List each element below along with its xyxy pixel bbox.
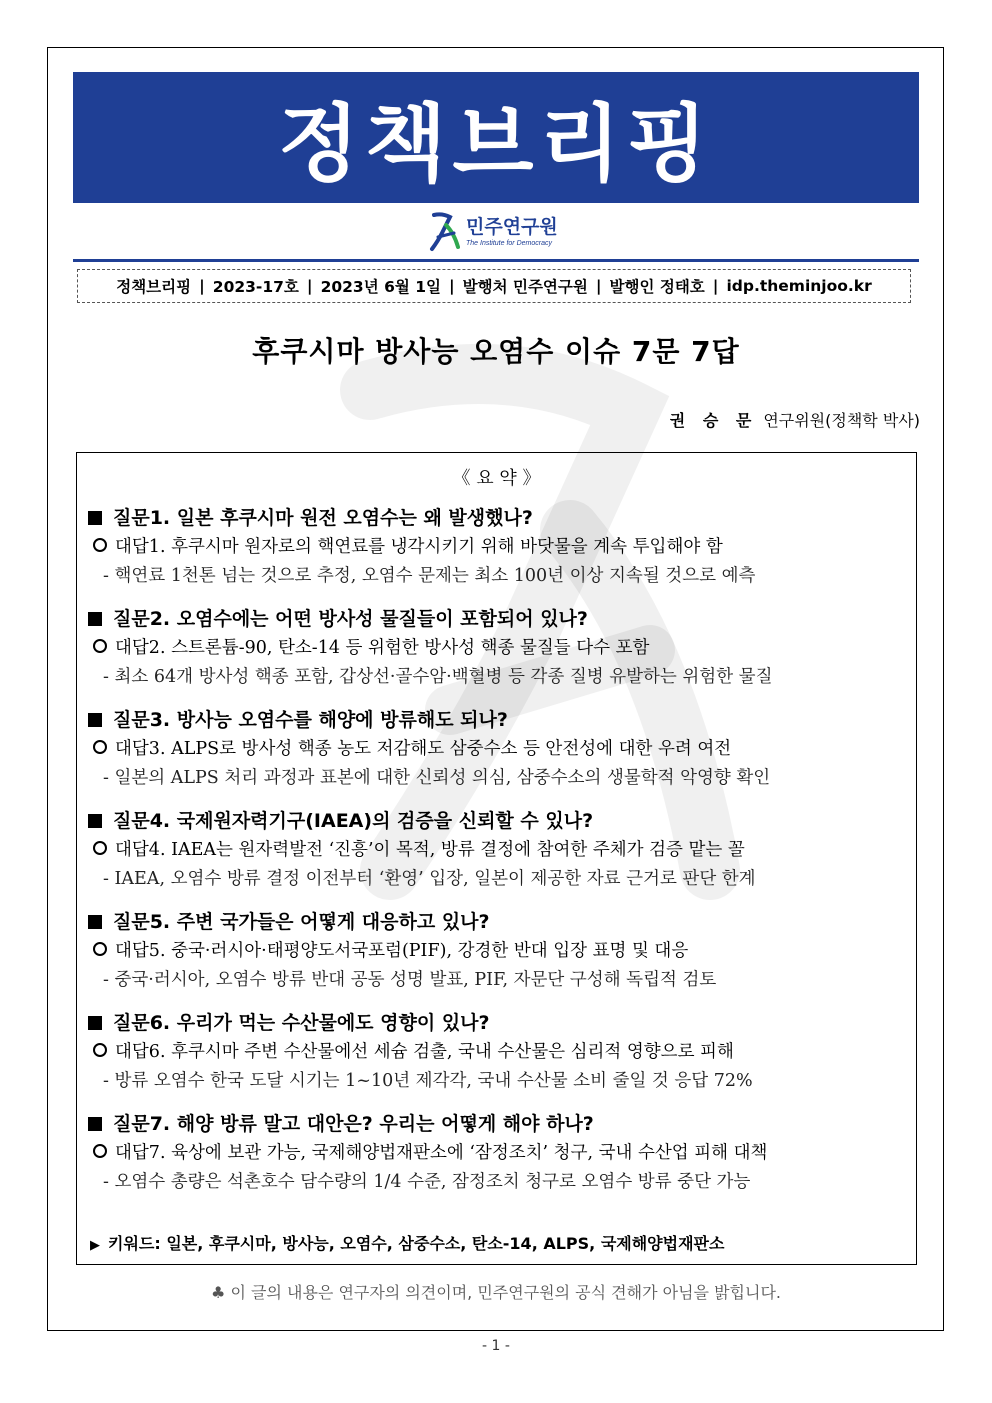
answer (88, 1139, 913, 1168)
question-text: 질문4. 국제원자력기구(IAEA)의 검증을 신뢰할 수 있나? (113, 810, 594, 832)
author-position: 연구위원(정책학 박사) (763, 411, 920, 430)
answer (88, 836, 913, 865)
answer-text: 대답3. ALPS로 방사성 핵종 농도 저감해도 삼중수소 등 안전성에 대한 우려 여전 (115, 739, 732, 759)
question (88, 1008, 913, 1038)
question-text: 질문5. 주변 국가들은 어떻게 대응하고 있나? (113, 911, 490, 933)
document-title: 후쿠시마 방사능 오염수 이슈 7문 7답 (252, 335, 740, 368)
answer-text: 대답1. 후쿠시마 원자로의 핵연료를 냉각시키기 위해 바닷물을 계속 투입해야 함 (115, 537, 723, 557)
qa-item-2 (88, 604, 913, 692)
circle-bullet-icon (93, 538, 107, 552)
answer-detail: - 방류 오염수 한국 도달 시기는 1~10년 제각각, 국내 수산물 소비 줄일 것 응답 72% (103, 1071, 753, 1091)
answer-detail: - IAEA, 오염수 방류 결정 이전부터 ‘환영’ 입장, 일본이 제공한 자료 근거로 판단 한계 (103, 869, 756, 889)
question (88, 604, 913, 634)
meta-issue: 2023-17호 (212, 278, 299, 296)
qa-item-3 (88, 705, 913, 793)
keywords-text: 키워드: 일본, 후쿠시마, 방사능, 오염수, 삼중수소, 탄소-14, ALPS, 국제해양법재판소 (108, 1234, 725, 1253)
circle-bullet-icon (93, 942, 107, 956)
question (88, 806, 913, 836)
qa-item-1 (88, 503, 913, 591)
header-divider (73, 259, 919, 262)
square-bullet-icon (88, 612, 102, 626)
answer-text: 대답7. 육상에 보관 가능, 국제해양법재판소에 ‘잠정조치’ 청구, 국내 수산업 피해 대책 (115, 1143, 768, 1163)
author-name: 권 승 문 (669, 411, 758, 430)
answer (88, 634, 913, 663)
question (88, 1109, 913, 1139)
circle-bullet-icon (93, 639, 107, 653)
meta-editor: 발행인 정태호 (609, 278, 705, 296)
summary-heading: 《 요 약 》 (452, 468, 541, 489)
circle-bullet-icon (93, 1043, 107, 1057)
logo-subtitle: The Institute for Democracy (466, 239, 552, 247)
question (88, 503, 913, 533)
circle-bullet-icon (93, 1144, 107, 1158)
question (88, 907, 913, 937)
answer-detail: - 핵연료 1천톤 넘는 것으로 추정, 오염수 문제는 최소 100년 이상 지속될 것으로 예측 (103, 566, 756, 586)
question-text: 질문3. 방사능 오염수를 해양에 방류해도 되나? (113, 709, 508, 731)
answer-text: 대답2. 스트론튬-90, 탄소-14 등 위험한 방사성 핵종 물질들 다수 포함 (115, 638, 650, 658)
qa-item-4 (88, 806, 913, 894)
question-text: 질문6. 우리가 먹는 수산물에도 영향이 있나? (113, 1012, 490, 1034)
question-text: 질문1. 일본 후쿠시마 원전 오염수는 왜 발생했나? (113, 507, 533, 529)
answer-text: 대답4. IAEA는 원자력발전 ‘진흥’이 목적, 방류 결정에 참여한 주체가 검증 맡는 꼴 (115, 840, 745, 860)
answer-detail: - 최소 64개 방사성 핵종 포함, 갑상선·골수암·백혈병 등 각종 질병 유발하는 위험한 물질 (103, 667, 773, 687)
meta-url: idp.theminjoo.kr (726, 277, 872, 295)
circle-bullet-icon (93, 841, 107, 855)
meta-publisher: 발행처 민주연구원 (462, 278, 588, 296)
answer (88, 1038, 913, 1067)
meta-series: 정책브리핑 (116, 278, 192, 296)
answer-detail: - 일본의 ALPS 처리 과정과 표본에 대한 신뢰성 의심, 삼중수소의 생물학적 악영향 확인 (103, 768, 771, 788)
answer-detail: - 중국·러시아, 오염수 방류 반대 공동 성명 발표, PIF, 자문단 구성해 독립적 검토 (103, 970, 717, 990)
qa-item-5 (88, 907, 913, 995)
question (88, 705, 913, 735)
square-bullet-icon (88, 1016, 102, 1030)
square-bullet-icon (88, 915, 102, 929)
question-text: 질문2. 오염수에는 어떤 방사성 물질들이 포함되어 있나? (113, 608, 588, 630)
author-line (670, 408, 920, 431)
square-bullet-icon (88, 713, 102, 727)
logo-name: 민주연구원 (466, 215, 558, 238)
idp-logo-icon (428, 211, 462, 253)
page-number: - 1 - (482, 1338, 510, 1354)
qa-item-6 (88, 1008, 913, 1096)
summary-box (76, 452, 917, 1265)
answer (88, 937, 913, 966)
triangle-bullet-icon: ▶ (90, 1238, 100, 1253)
disclaimer: ♣ 이 글의 내용은 연구자의 의견이며, 민주연구원의 공식 견해가 아님을 밝힙니다. (211, 1283, 781, 1302)
square-bullet-icon (88, 814, 102, 828)
qa-item-7 (88, 1109, 913, 1197)
banner-title: 정책브리핑 (278, 95, 714, 193)
keywords (90, 1231, 724, 1254)
question-text: 질문7. 해양 방류 말고 대안은? 우리는 어떻게 해야 하나? (113, 1113, 594, 1135)
answer-text: 대답6. 후쿠시마 주변 수산물에선 세슘 검출, 국내 수산물은 심리적 영향으로 피해 (115, 1042, 734, 1062)
circle-bullet-icon (93, 740, 107, 754)
publication-info: 정책브리핑 | 2023-17호 | 2023년 6월 1일 | 발행처 민주연구원 | 발행인 정태호 | idp.theminjoo.kr (77, 269, 911, 303)
answer-text: 대답5. 중국·러시아·태평양도서국포럼(PIF), 강경한 반대 입장 표명 및 대응 (115, 941, 689, 961)
answer (88, 533, 913, 562)
answer-detail: - 오염수 총량은 석촌호수 담수량의 1/4 수준, 잠정조치 청구로 오염수 방류 중단 가능 (103, 1172, 751, 1192)
answer (88, 735, 913, 764)
square-bullet-icon (88, 511, 102, 525)
meta-date: 2023년 6월 1일 (320, 278, 441, 296)
header-banner (73, 72, 919, 203)
institute-logo (428, 210, 558, 254)
square-bullet-icon (88, 1117, 102, 1131)
